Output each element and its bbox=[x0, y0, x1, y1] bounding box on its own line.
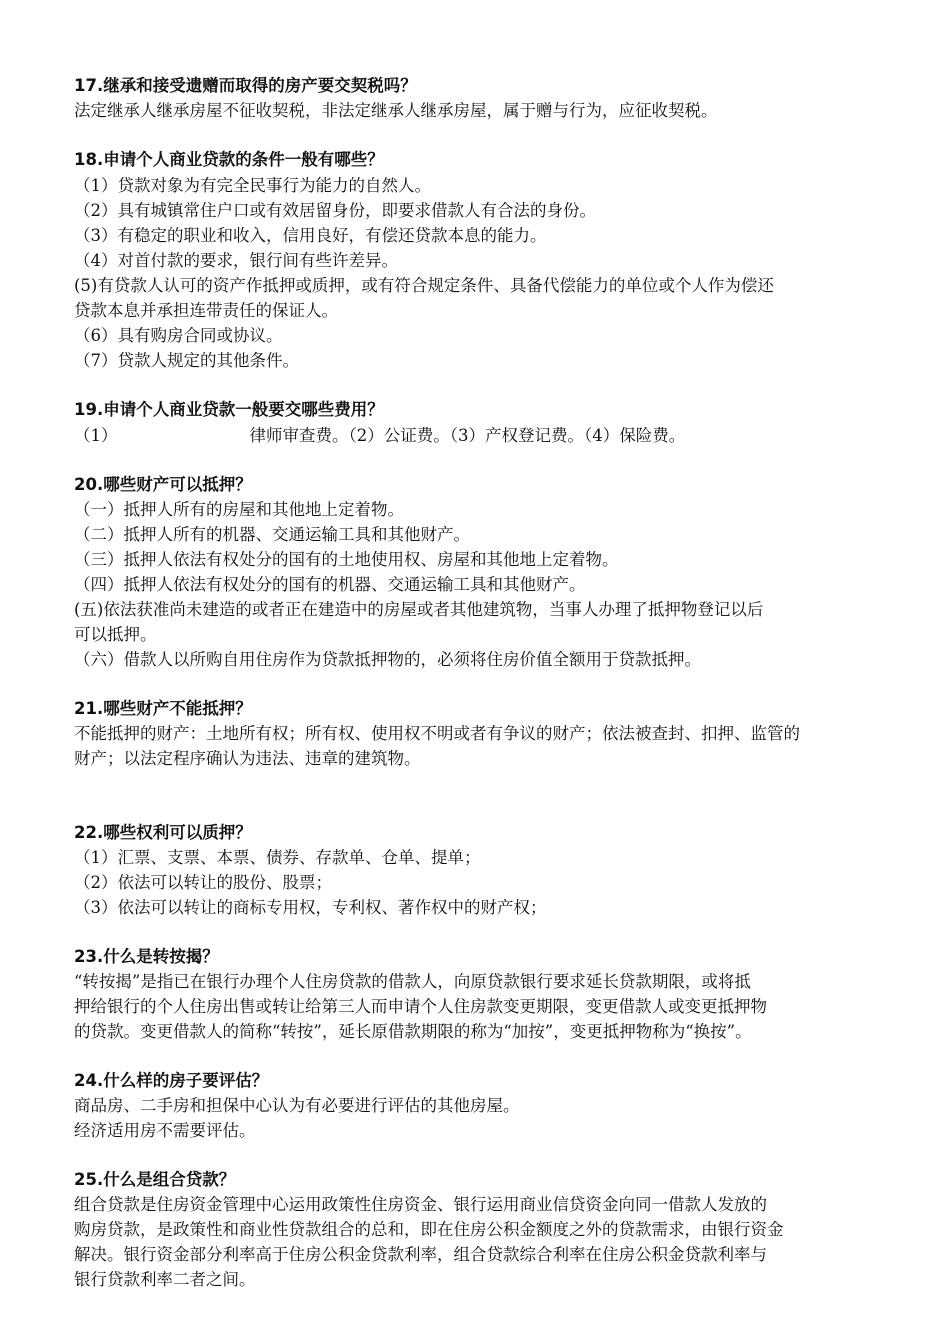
answer-18-line-1: （1）贷款对象为有完全民事行为能力的自然人。 bbox=[74, 176, 431, 195]
answer-23-line-2: 押给银行的个人住房出售或转让给第三人而申请个人住房款变更期限，变更借款人或变更抵押物 bbox=[74, 997, 767, 1016]
answer-18-line-8: （7）贷款人规定的其他条件。 bbox=[74, 351, 299, 370]
answer-19-text: 律师审查费。（2）公证费。（3）产权登记费。（4）保险费。 bbox=[249, 426, 686, 445]
answer-22-line-3: （3）依法可以转让的商标专用权，专利权、著作权中的财产权； bbox=[74, 898, 547, 917]
question-22-title: 22.哪些权利可以质押？ bbox=[74, 823, 252, 842]
answer-24-line-2: 经济适用房不需要评估。 bbox=[74, 1121, 256, 1140]
answer-25-line-4: 银行贷款利率二者之间。 bbox=[74, 1270, 256, 1289]
answer-25-line-2: 购房贷款，是政策性和商业性贷款组合的总和，即在住房公积金额度之外的贷款需求，由银行资金 bbox=[74, 1220, 784, 1239]
answer-20-line-4: （四）抵押人依法有权处分的国有的机器、交通运输工具和其他财产。 bbox=[74, 575, 586, 594]
question-20-title: 20.哪些财产可以抵押？ bbox=[74, 475, 252, 494]
question-24-title: 24.什么样的房子要评估？ bbox=[74, 1071, 269, 1090]
answer-18-line-3: （3）有稳定的职业和收入，信用良好，有偿还贷款本息的能力。 bbox=[74, 226, 547, 245]
answer-20-line-6: 可以抵押。 bbox=[74, 625, 157, 644]
answer-20-line-1: （一）抵押人所有的房屋和其他地上定着物。 bbox=[74, 500, 404, 519]
answer-18-line-5: (5)有贷款人认可的资产作抵押或质押，或有符合规定条件、具备代偿能力的单位或个人作为偿还 bbox=[74, 276, 774, 295]
answer-23-line-1: “转按揭”是指已在银行办理个人住房贷款的借款人，向原贷款银行要求延长贷款期限，或将抵 bbox=[74, 972, 751, 991]
answer-22-line-1: （1）汇票、支票、本票、债券、存款单、仓单、提单； bbox=[74, 848, 481, 867]
answer-23-line-3: 的贷款。变更借款人的简称“转按”，延长原借款期限的称为“加按”，变更抵押物称为“换按”。 bbox=[74, 1022, 752, 1041]
answer-21-line-1: 不能抵押的财产：土地所有权；所有权、使用权不明或者有争议的财产；依法被查封、扣押、监管的 bbox=[74, 724, 800, 743]
answer-20-line-3: （三）抵押人依法有权处分的国有的土地使用权、房屋和其他地上定着物。 bbox=[74, 550, 619, 569]
answer-19-prefix: （1） bbox=[74, 426, 118, 445]
answer-18-line-7: （6）具有购房合同或协议。 bbox=[74, 326, 283, 345]
question-17-title: 17.继承和接受遗赠而取得的房产要交契税吗？ bbox=[74, 76, 417, 95]
answer-18-line-2: （2）具有城镇常住户口或有效居留身份，即要求借款人有合法的身份。 bbox=[74, 201, 596, 220]
question-23-title: 23.什么是转按揭？ bbox=[74, 947, 219, 966]
answer-22-line-2: （2）依法可以转让的股份、股票； bbox=[74, 873, 332, 892]
answer-17-line-1: 法定继承人继承房屋不征收契税，非法定继承人继承房屋，属于赠与行为，应征收契税。 bbox=[74, 101, 718, 120]
answer-24-line-1: 商品房、二手房和担保中心认为有必要进行评估的其他房屋。 bbox=[74, 1096, 520, 1115]
question-21-title: 21.哪些财产不能抵押？ bbox=[74, 699, 252, 718]
answer-25-line-3: 解决。银行资金部分利率高于住房公积金贷款利率，组合贷款综合利率在住房公积金贷款利率与 bbox=[74, 1245, 767, 1264]
answer-19-line-1 bbox=[74, 424, 685, 448]
answer-20-line-2: （二）抵押人所有的机器、交通运输工具和其他财产。 bbox=[74, 525, 470, 544]
answer-25-line-1: 组合贷款是住房资金管理中心运用政策性住房资金、银行运用商业信贷资金向同一借款人发放的 bbox=[74, 1195, 767, 1214]
answer-18-line-6: 贷款本息并承担连带责任的保证人。 bbox=[74, 301, 338, 320]
question-19-title: 19.申请个人商业贷款一般要交哪些费用？ bbox=[74, 400, 384, 419]
question-25-title: 25.什么是组合贷款？ bbox=[74, 1170, 236, 1189]
answer-20-line-7: （六）借款人以所购自用住房作为贷款抵押物的，必须将住房价值全额用于贷款抵押。 bbox=[74, 650, 701, 669]
answer-20-line-5: (五)依法获准尚未建造的或者正在建造中的房屋或者其他建筑物，当事人办理了抵押物登记以后 bbox=[74, 600, 764, 619]
question-18-title: 18.申请个人商业贷款的条件一般有哪些？ bbox=[74, 150, 384, 169]
answer-18-line-4: （4）对首付款的要求，银行间有些许差异。 bbox=[74, 251, 398, 270]
answer-21-line-2: 财产；以法定程序确认为违法、违章的建筑物。 bbox=[74, 749, 421, 768]
